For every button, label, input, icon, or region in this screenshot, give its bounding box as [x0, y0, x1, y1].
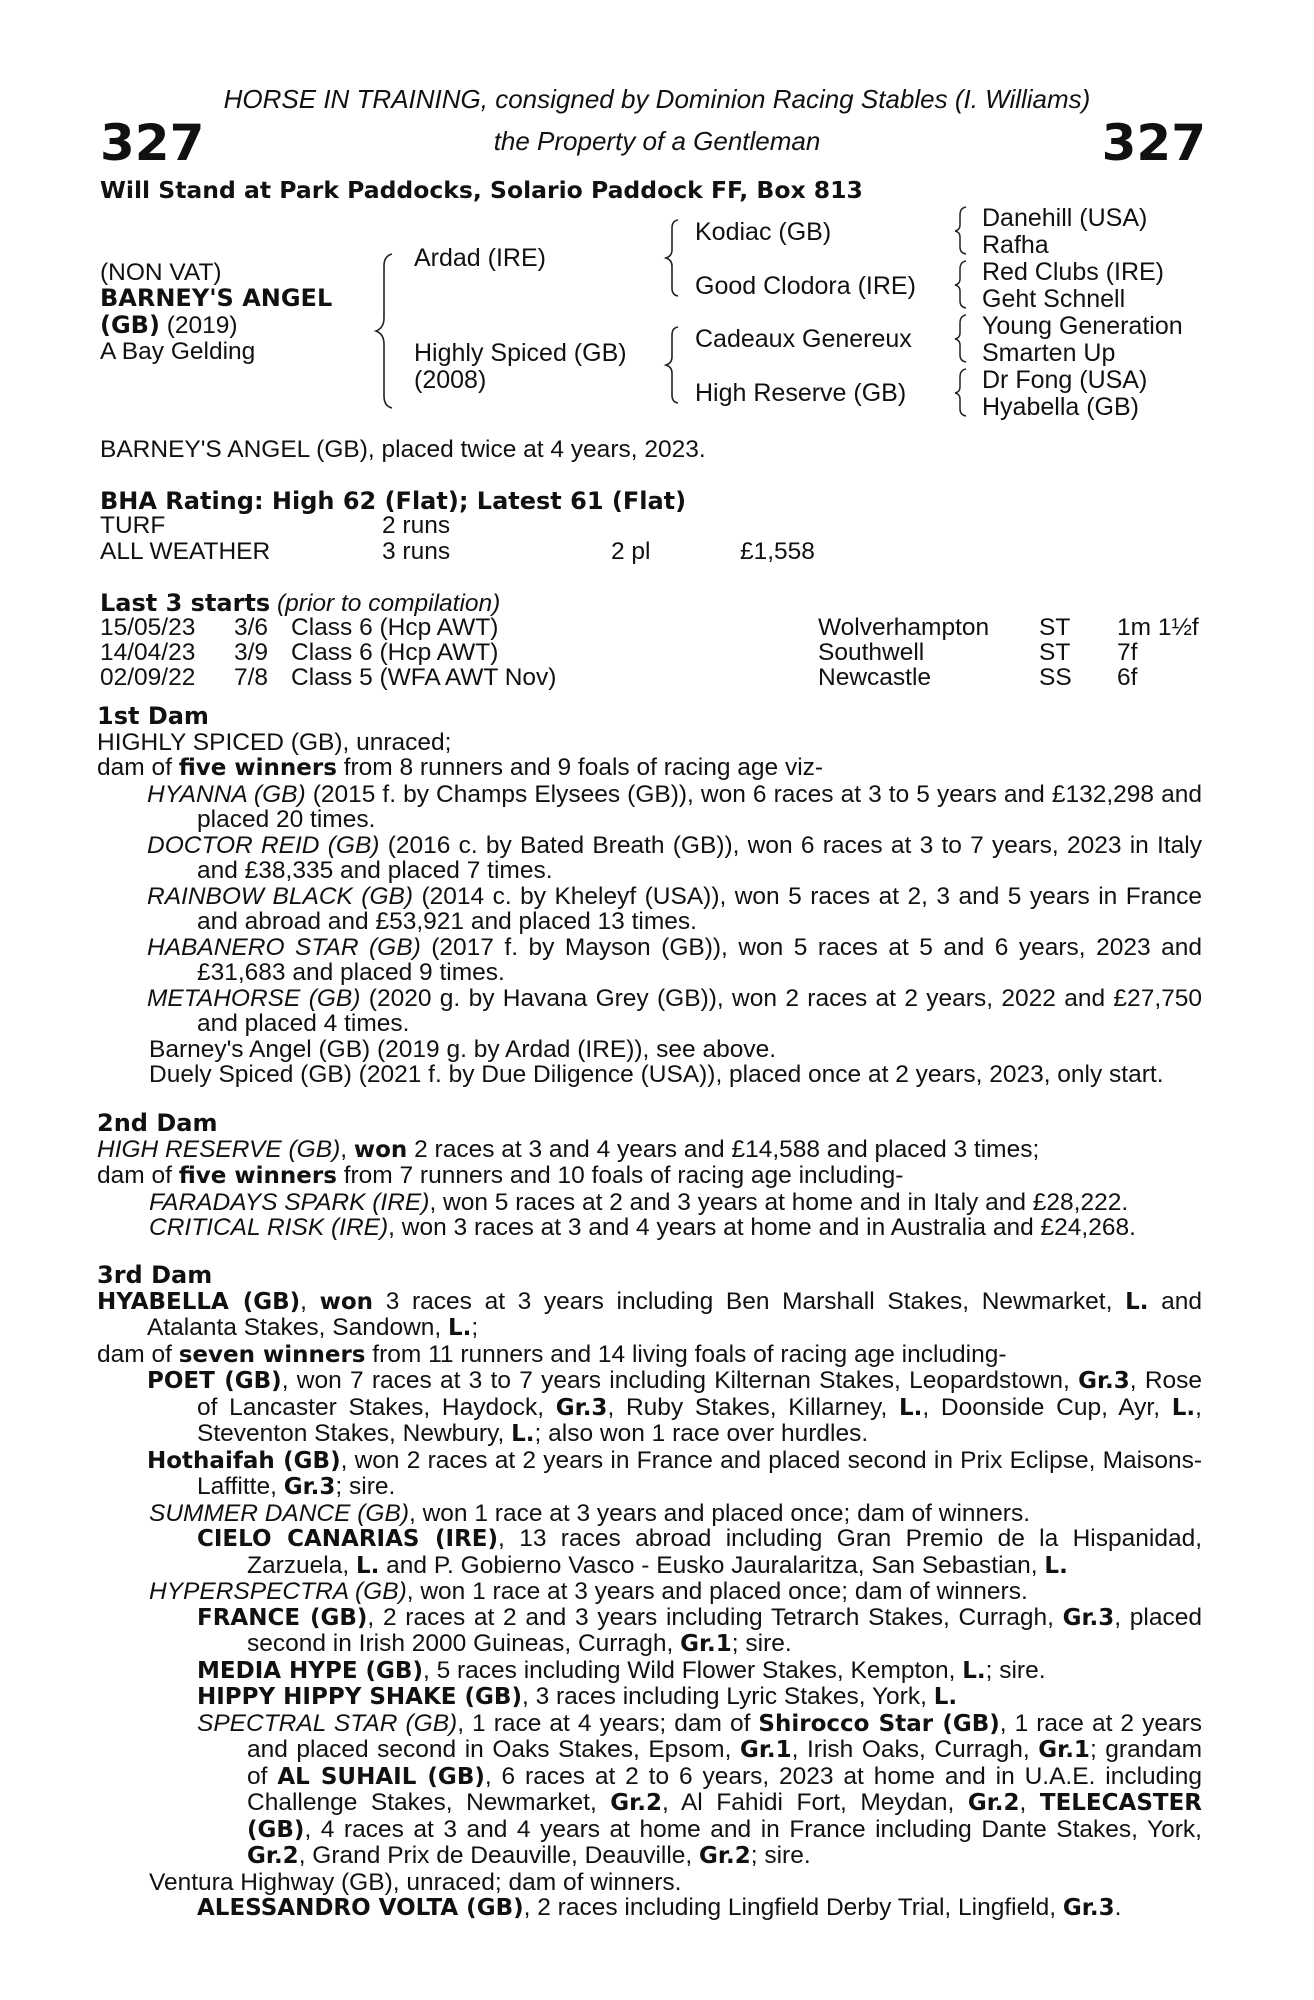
surface: TURF: [100, 512, 166, 539]
produce-entry: Hothaifah (GB), won 2 races at 2 years in France and placed second in Prix Eclipse, Maisons-Laffitte, Gr.3; sire.: [147, 1446, 1202, 1500]
second-dam-produce-line: dam of five winners from 7 runners and 10 foals of racing age including-: [97, 1162, 904, 1189]
produce-entry: DOCTOR REID (GB) (2016 c. by Bated Breath (GB)), won 6 races at 3 to 7 years, 2023 in Italy and £38,335 and placed 7 times.: [147, 831, 1202, 884]
start-course: Southwell: [818, 639, 925, 666]
first-dam-produce-line: dam of five winners from 8 runners and 9 foals of racing age viz-: [97, 754, 824, 781]
runs: 3 runs: [382, 538, 451, 565]
rating-row-turf: [0, 512, 1314, 538]
produce-entry: HYANNA (GB) (2015 f. by Champs Elysees (GB)), won 6 races at 3 to 5 years and £132,298 and placed 20 times.: [147, 780, 1202, 833]
produce-entry: Duely Spiced (GB) (2021 f. by Due Diligence (USA)), placed once at 2 years, 2023, only start.: [149, 1061, 1164, 1088]
summary: BARNEY'S ANGEL (GB), placed twice at 4 years, 2023.: [100, 436, 706, 463]
last-starts-note: (prior to compilation): [277, 590, 501, 617]
ggp-2: Rafha: [982, 231, 1049, 259]
third-dam-produce-line: dam of seven winners from 11 runners and 14 living foals of racing age including-: [97, 1340, 1007, 1368]
produce-entry: Barney's Angel (GB) (2019 g. by Ardad (IRE)), see above.: [149, 1035, 777, 1063]
pedigree-brace-main: [370, 252, 400, 410]
produce-entry: SPECTRAL STAR (GB), 1 race at 4 years; dam of Shirocco Star (GB), 1 race at 2 years and placed second in Oaks Stakes, Epsom, Gr.1, Irish Oaks, Curragh, Gr.1; grandam of AL SUHAIL (GB), 6 races at 2 to 6 years, 2023 at home and in U.A.E. including Challenge Stakes, Newmarket, Gr.2, Al Fahidi Fort, Meydan, Gr.2, TELECASTER (GB), 4 races at 3 and 4 years at home and in France including Dante Stakes, York, Gr.2, Grand Prix de Deauville, Deauville, Gr.2; sire.: [197, 1709, 1202, 1869]
start-race: Class 5 (WFA AWT Nov): [291, 664, 557, 691]
second-dam-heading: 2nd Dam: [97, 1109, 218, 1137]
third-dam-heading: 3rd Dam: [97, 1261, 213, 1289]
dam-dam: High Reserve (GB): [695, 379, 907, 407]
horse-year: (2019): [166, 312, 238, 339]
produce-entry: HIPPY HIPPY SHAKE (GB), 3 races including Lyric Stakes, York, L.: [197, 1683, 958, 1710]
surface: ALL WEATHER: [100, 538, 271, 565]
produce-entry: CRITICAL RISK (IRE), won 3 races at 3 and 4 years at home and in Australia and £24,268.: [149, 1214, 1136, 1241]
sire: Ardad (IRE): [414, 244, 546, 272]
start-date: 15/05/23: [100, 614, 196, 641]
lot-number-left: 327: [100, 114, 205, 172]
start-going: SS: [1039, 664, 1072, 691]
horse-name: BARNEY'S ANGEL: [100, 284, 333, 312]
start-date: 02/09/22: [100, 664, 196, 691]
start-dist: 1m 1½f: [1117, 614, 1199, 641]
start-row: [0, 664, 1314, 690]
first-dam-line: HIGHLY SPICED (GB), unraced;: [97, 728, 452, 756]
start-going: ST: [1039, 614, 1071, 641]
start-going: ST: [1039, 639, 1071, 666]
second-dam-section: [97, 1111, 1202, 1241]
ggp-3: Red Clubs (IRE): [982, 258, 1164, 286]
produce-entry: HYPERSPECTRA (GB), won 1 race at 3 years and placed once; dam of winners.: [149, 1578, 1028, 1605]
dam-year: (2008): [414, 366, 487, 394]
property-line: the Property of a Gentleman: [493, 126, 821, 156]
ggp-7: Dr Fong (USA): [982, 366, 1148, 394]
rating-row-aw: [0, 538, 1314, 564]
placed: 2 pl: [611, 538, 651, 565]
dam: Highly Spiced (GB): [414, 339, 627, 367]
produce-entry: MEDIA HYPE (GB), 5 races including Wild Flower Stakes, Kempton, L.; sire.: [197, 1656, 1046, 1684]
pedigree-brace-dam: [662, 325, 684, 405]
produce-entry: RAINBOW BLACK (GB) (2014 c. by Kheleyf (USA)), won 5 races at 2, 3 and 5 years in France and abroad and £53,921 and placed 13 times.: [147, 882, 1202, 935]
start-row: [0, 614, 1314, 640]
dam-sire: Cadeaux Genereux: [695, 325, 912, 353]
produce-entry: FARADAYS SPARK (IRE), won 5 races at 2 and 3 years at home and in Italy and £28,222.: [149, 1188, 1129, 1216]
first-dam-heading: 1st Dam: [97, 702, 209, 730]
sire-sire: Kodiac (GB): [695, 218, 832, 246]
last-starts-title: Last 3 starts: [100, 589, 271, 617]
pedigree-braces-ggp: [952, 205, 970, 421]
horse-country: (GB): [100, 311, 160, 339]
produce-entry: Ventura Highway (GB), unraced; dam of winners.: [149, 1868, 682, 1896]
bha-rating: BHA Rating: High 62 (Flat); Latest 61 (Flat): [100, 487, 687, 515]
ggp-4: Geht Schnell: [982, 285, 1126, 313]
horse-description: A Bay Gelding: [100, 338, 256, 365]
produce-entry: FRANCE (GB), 2 races at 2 and 3 years including Tetrarch Stakes, Curragh, Gr.3, placed second in Irish 2000 Guineas, Curragh, Gr.1; sire.: [197, 1603, 1202, 1657]
produce-entry: ALESSANDRO VOLTA (GB), 2 races including Lingfield Derby Trial, Lingfield, Gr.3.: [197, 1894, 1122, 1921]
pedigree-brace-sire: [662, 218, 684, 298]
start-pos: 7/8: [234, 664, 269, 691]
runs: 2 runs: [382, 512, 451, 539]
produce-entry: CIELO CANARIAS (IRE), 13 races abroad including Gran Premio de la Hispanidad, Zarzuela, L. and P. Gobierno Vasco - Eusko Jauralaritza, San Sebastian, L.: [197, 1525, 1202, 1579]
start-course: Newcastle: [818, 664, 932, 691]
start-race: Class 6 (Hcp AWT): [291, 639, 499, 666]
start-row: [0, 639, 1314, 665]
second-dam-line: HIGH RESERVE (GB), won 2 races at 3 and 4 years and £14,588 and placed 3 times;: [97, 1135, 1040, 1163]
stand-location: Will Stand at Park Paddocks, Solario Paddock FF, Box 813: [100, 176, 863, 204]
produce-entry: METAHORSE (GB) (2020 g. by Havana Grey (GB)), won 2 races at 2 years, 2022 and £27,750 and placed 4 times.: [147, 984, 1202, 1037]
ggp-1: Danehill (USA): [982, 204, 1148, 232]
earnings: £1,558: [740, 538, 815, 565]
start-dist: 6f: [1117, 664, 1138, 691]
start-pos: 3/6: [234, 614, 269, 641]
start-date: 14/04/23: [100, 639, 196, 666]
consignor-line: HORSE IN TRAINING, consigned by Dominion Racing Stables (I. Williams): [223, 84, 1091, 114]
start-race: Class 6 (Hcp AWT): [291, 614, 499, 641]
start-course: Wolverhampton: [818, 614, 990, 641]
produce-entry: SUMMER DANCE (GB), won 1 race at 3 years and placed once; dam of winners.: [149, 1499, 1031, 1527]
start-dist: 7f: [1117, 639, 1138, 666]
third-dam-section: [97, 1263, 1202, 1922]
horse-name-line2: [100, 311, 238, 340]
ggp-8: Hyabella (GB): [982, 393, 1139, 421]
sire-dam: Good Clodora (IRE): [695, 272, 916, 300]
first-dam-section: [97, 704, 1202, 1088]
produce-entry: HABANERO STAR (GB) (2017 f. by Mayson (GB)), won 5 races at 5 and 6 years, 2023 and £31,683 and placed 9 times.: [147, 933, 1202, 986]
produce-entry: POET (GB), won 7 races at 3 to 7 years including Kilternan Stakes, Leopardstown, Gr.3, Rose of Lancaster Stakes, Haydock, Gr.3, Ruby Stakes, Killarney, L., Doonside Cup, Ayr, L., Steventon Stakes, Newbury, L.; also won 1 race over hurdles.: [147, 1367, 1203, 1447]
start-pos: 3/9: [234, 639, 269, 666]
ggp-6: Smarten Up: [982, 339, 1116, 367]
ggp-5: Young Generation: [982, 312, 1183, 340]
third-dam-line: HYABELLA (GB), won 3 races at 3 years including Ben Marshall Stakes, Newmarket, L. and Atalanta Stakes, Sandown, L.;: [97, 1287, 1203, 1341]
lot-number-right: 327: [1101, 114, 1206, 172]
vat-status: (NON VAT): [100, 259, 222, 286]
